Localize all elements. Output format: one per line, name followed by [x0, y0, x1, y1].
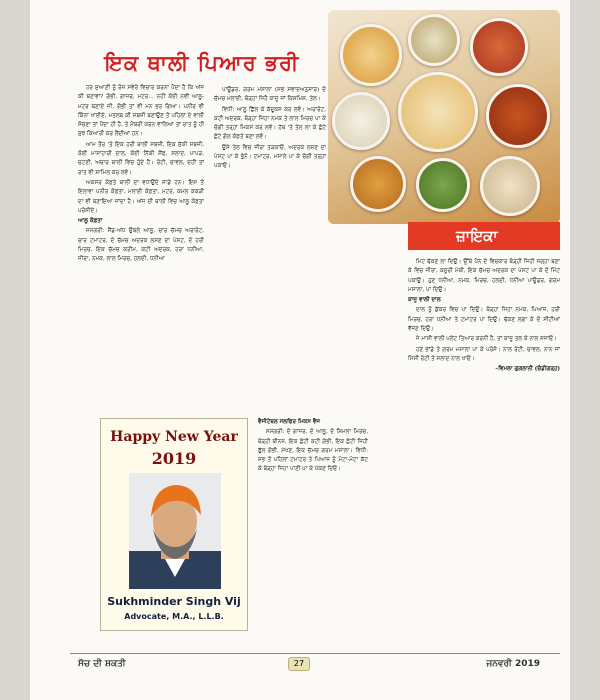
article-column-2 [214, 86, 326, 412]
bowl-image [350, 156, 406, 212]
paragraph: ਵਿਧੀ: ਆਲੂ ਛਿੱਲ ਕੇ ਕੱਦੂਕਸ ਕਰ ਲਵੋ। ਅਰਾਰੋਟ, ਕਟੀ ਅਦਰਕ, ਥੋੜ੍ਹਾ ਜਿਹਾ ਨਮਕ ਤੇ ਲਾਲ ਮਿਰਚ ਪਾ ਕੇ ਚੰਗੀ ਤਰ੍ਹਾਂ ਮਿਕਸ ਕਰ ਲਵੋ। ਹੱਥ 'ਤੇ ਤੇਲ ਲਾ ਕੇ ਛੋਟੇ ਛੋਟੇ ਗੋਲ ਕੋਫ਼ਤੇ ਬਣਾ ਲਵੋ। [214, 106, 326, 141]
bowl-image [408, 14, 460, 66]
bowl-image [332, 92, 390, 150]
paragraph: ਆਮ ਤੌਰ 'ਤੇ ਇਕ ਹਰੀ ਥਾਲੀ ਸਬਜ਼ੀ, ਇਕ ਸੁੱਕੀ ਸਬਜ਼ੀ, ਕੋਈ ਮਾਸਾਹਾਰੀ ਦਾਲ, ਕੋਈ ਨਿੱਕੀ ਸੌਂਫ, ਸਲਾਦ, ਪਾਪੜ, ਚਟਣੀ, ਅਚਾਰ ਥਾਲੀ ਵਿਚ ਹੁੰਦੇ ਹੈ। ਰੋਟੀ, ਚਾਵਲ, ਦਹੀਂ ਤਾਂ ਰਾਤ ਵੀ ਸ਼ਾਮਿਲ ਕਰ ਲਵੋ। [78, 141, 204, 176]
article-column-1 [78, 84, 204, 412]
paragraph: ਦਾਲ ਨੂੰ ਕੁੱਕਰ ਵਿਚ ਪਾ ਦਿਉ। ਥੋੜ੍ਹਾ ਜਿਹਾ ਨਮਕ, ਪਿਆਜ਼, ਹਰੀ ਮਿਰਚ, ਹਰਾ ਧਨੀਆ ਤੇ ਟਮਾਟਰ ਪਾ ਦਿਉ। ਢੱਕਣ ਲਗਾ ਕੇ ਦੋ ਸੀਟੀਆਂ ਵੱਜਣ ਦਿਉ। [408, 307, 560, 333]
recipe-heading: ਆਲੂ ਕੋਫ਼ਤਾ [78, 218, 103, 225]
recipe-heading: ਕਾਜੂ ਵਾਲੀ ਦਾਲ [408, 297, 441, 304]
recipe-heading: ਵੈਜੀਟੇਬਲ ਜਲਫਿਰ ਮਿਕਸ ਵੈਜ [258, 419, 321, 425]
bowl-image [340, 24, 402, 86]
paragraph: ਹਣ ਭਾਂਡੇ ਤੇ ਗਰਮ ਮਸਾਲਾ ਪਾ ਕੇ ਪਰੋਸੋ। ਨਾਲ ਰੋਟੀ, ਚਾਵਲ, ਨਾਨ ਜਾਂ ਮਿੱਸੀ ਰੋਟੀ ਤੇ ਸਲਾਦ ਨਾਲ ਖਾਓ। [408, 346, 560, 362]
byline: –ਵਿਮਲਾ ਗੁਗਲਾਨੀ (ਚੰਡੀਗੜ੍ਹ) [495, 366, 560, 373]
article-column-2b [258, 418, 368, 644]
portrait-photo [129, 473, 221, 589]
paragraph: ਪਾਊਡਰ, ਗਰਮ ਮਸਾਲਾ (ਸਭ ਸਵਾਦਅਨੁਸਾਰ) ਦੋ ਚੱਮਚ ਮਲਾਈ, ਥੋੜ੍ਹਾ ਜਿਹੈ ਕਾਜੂ ਜਾਂ ਕਿਸ਼ਮਿਸ਼, ਤੇਲ। [214, 87, 326, 103]
paragraph: ਹਰ ਸੁਆਣੀ ਨੂੰ ਰੋਜ਼ ਸਵੇਰੇ ਵਿਚਾਰ ਕਰਨਾ ਪੈਂਦਾ ਹੈ ਕਿ ਅੱਜ ਕੀ ਬਣਾਵਾਂ? ਗੋਭੀ, ਗਾਜਰ, ਮਟਰ... ਨਹੀਂ ਕੋਈ ਨਵੀਂ ਆਲੂ-ਮਟਰ ਬਣਾਏ ਜੀ, ਗੋਭੀ ਤਾਂ ਵੀ ਮਨ ਭਰ ਗਿਆ। ਪਨੀਰ ਵੀ ਕਿੰਨਾ ਖਾਈਏ, ਮਤਲਬ ਕੀ ਸਬਜ਼ੀ ਬਣਾਉਣ ਤੋਂ ਪਹਿਲਾਂ ਏ ਵਾਲੀ ਸੋਚਣਾ ਤਾਂ ਪੈਂਦਾ ਹੀ ਹੈ, ਤੇ ਮੈਂਬਰੀ ਕਰਨ ਵਾਲਿਆਂ ਤਾਂ ਰਾਤ ਨੂੰ ਹੀ ਸੁਝ ਕਿਆਰੀ ਕਰ ਲੈਂਦੀਆਂ ਹਨ। [78, 85, 204, 138]
greeting-year: 2019 [151, 449, 197, 468]
paragraph: ਮਿਟ ਢੱਕਣ ਲਾ ਦਿਉ। ਉੱਥੇ ਪੈਨ ਦੇ ਵਿਚਕਾਰ ਥੋੜ੍ਹੀ ਜਿਹੀ ਜਗ੍ਹਾ ਬਣਾ ਕੇ ਵਿਚ ਜੀਰਾ, ਕਸੂਰੀ ਮੇਥੀ, ਇਕ ਚੱਮਚ ਅਦਰਕ ਦਾ ਪੇਸਟ ਪਾ ਕੇ ਦੋ ਮਿੰਟ ਪਕਾਉ। ਹੁਣ ਧਨੀਆ, ਨਮਕ, ਮਿਰਚ, ਹਲਦੀ, ਧਨੀਆ ਪਾਊਡਰ, ਗਰਮ ਮਸਾਲਾ, ਪਾ ਦਿਉ। [408, 259, 560, 293]
greeting-ad-card [100, 418, 248, 631]
article-column-3 [408, 258, 560, 648]
bowl-image [486, 84, 550, 148]
section-tag: ਜ਼ਾਇਕਾ [408, 222, 560, 250]
greeting-text: Happy New Year [110, 429, 238, 445]
paragraph: ਸਮੱਗਰੀ: ਦੋ ਗਾਜਰ, ਦੋ ਆਲੂ, ਦੋ ਸ਼ਿਮਲਾ ਮਿਰਚ, ਥੋੜ੍ਹੀ ਬੀਨਜ਼, ਇਕ ਛੋਟੀ ਕਟੀ ਗੋਭੀ, ਇਕ ਛੋਟੀ ਜਿਹੀ ਫੁੱਲ ਗੋਭੀ, ਮੱਖਣ, ਇਕ ਚੱਮਚ ਗਰਮ ਮਸਾਲਾ। ਵਿਧੀ: ਸਭ ਤੋਂ ਪਹਿਲਾਂ ਟਮਾਟਰ ਤੇ ਪਿਆਜ਼ ਨੂੰ ਮੋਟਾ-ਮੋਟਾ ਕੱਟ ਕੇ ਥੋੜ੍ਹਾ ਜਿਹਾ ਪਾਣੀ ਪਾ ਕੇ ਪੱਕਣ ਦਿਓ। [258, 429, 368, 473]
article-title: ਇਕ ਥਾਲੀ ਪਿਆਰ ਭਰੀ [104, 50, 300, 75]
footer-divider [70, 653, 560, 654]
bowl-image [416, 158, 470, 212]
paragraph: ਸਮੱਗਰੀ: ਸੈਂਡ-ਅੱਧ ਉਬਲੇ ਆਲੂ, ਚਾਰ ਚੱਮਚ ਅਰਾਰੋਟ, ਚਾਰ ਟਮਾਟਰ, ਦੋ ਚੱਮਚ ਅਦਰਕ ਲਸਣ ਦਾ ਪੇਸਟ, ਦੋ ਹਰੀ ਮਿਰਚ, ਇਕ ਚੱਮਚ ਕਰੀਮ, ਕਟੀ ਅਦਰਕ, ਹਰਾ ਧਨੀਆ, ਜੀਰਾ, ਨਮਕ, ਲਾਲ ਮਿਰਚ, ਹਲਦੀ, ਧਨੀਆ [78, 228, 204, 263]
thali-food-photo [328, 10, 560, 224]
paragraph: ਜੇ ਮਾਸੀ ਵਾਲੀ ਪਲੇਟ ਤਿਆਰ ਕਰਨੀ ਹੈ, ਤਾਂ ਕਾਜੂ ਤਲ ਕੇ ਨਾਲ ਸਜਾਓ। [416, 336, 557, 343]
bowl-image [480, 156, 540, 216]
paragraph: ਉਸੇ ਤੇਲ ਵਿਚ ਜੀਰਾ ਤੜਕਾਓ, ਅਦਰਕ ਲਸਣ ਦਾ ਪੇਸਟ ਪਾ ਕੇ ਭੁੰਨੋ। ਟਮਾਟਰ, ਮਸਾਲੇ ਪਾ ਕੇ ਚੰਗੀ ਤਰ੍ਹਾਂ ਪਕਾਓ। [214, 144, 326, 170]
issue-month: ਜਨਵਰੀ 2019 [486, 659, 540, 669]
page-number: 27 [288, 657, 310, 671]
advertiser-name: Sukhminder Singh Vij [107, 595, 241, 608]
paragraph: ਅਕਸਰ ਕੋਫ਼ਤੇ ਥਾਲੀ ਦਾ ਵਧਾਉਂਦੇ ਸਾਡੇ ਹਨ। ਇਸ ਤੋਂ ਇਲਾਵਾ ਪਨੀਰ ਕੋਫ਼ਤਾ, ਮਲਾਈ ਕੋਫ਼ਤਾ, ਮਟਰ, ਕਮਲ ਕਕੜੀ ਦਾ ਵੀ ਬਣਾਇਆ ਜਾਂਦਾ ਹੈ। ਅੱਜ ਦੀ ਥਾਲੀ ਵਿਚ ਆਲੂ ਕੋਫ਼ਤਾ ਪਰੋਸੀਏ। [78, 179, 204, 214]
rice-plate-image [398, 72, 478, 152]
bowl-image [470, 18, 528, 76]
advertiser-credentials: Advocate, M.A., L.L.B. [124, 612, 224, 621]
magazine-name: ਸੋਚ ਦੀ ਸ਼ਕਤੀ [78, 659, 126, 669]
magazine-page [30, 0, 570, 700]
